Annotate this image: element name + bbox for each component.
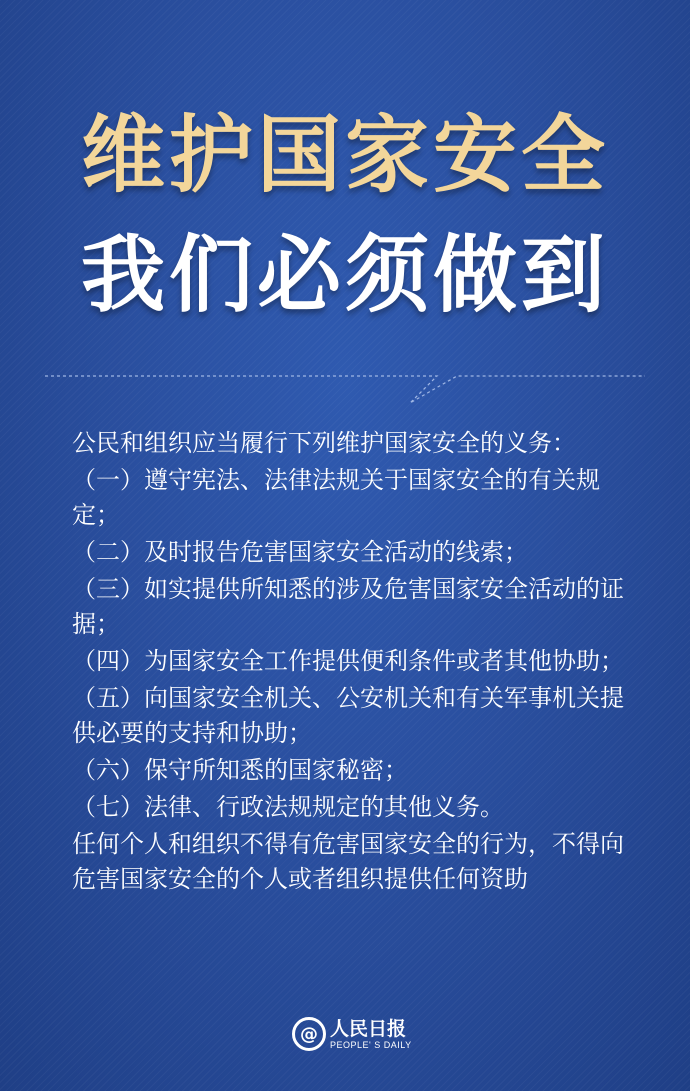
closing-text: 任何个人和组织不得有危害国家安全的行为，不得向危害国家安全的个人或者组织提供任何资助 [72, 830, 624, 893]
list-item: （六）保守所知悉的国家秘密； [72, 756, 408, 784]
list-item: （五）向国家安全机关、公安机关和有关军事机关提供必要的支持和协助； [72, 684, 624, 747]
peoples-daily-logo [292, 1014, 412, 1054]
list-item: （四）为国家安全工作提供便利条件或者其他协助； [72, 647, 624, 675]
intro-text: 公民和组织应当履行下列维护国家安全的义务： [72, 429, 576, 457]
logo-wordmark [330, 1018, 412, 1051]
headline-line-2: 我们必须做到 [80, 226, 609, 324]
list-item: （一）遵守宪法、法律法规关于国家安全的有关规定； [72, 466, 600, 529]
speech-bubble-divider-icon [45, 368, 645, 408]
at-sign-logo-icon: @ [292, 1017, 326, 1051]
list-item: （三）如实提供所知悉的涉及危害国家安全活动的证据； [72, 575, 624, 638]
headline-line-1: 维护国家安全 [80, 106, 609, 204]
logo-chinese-name: 人民日报 [330, 1017, 407, 1040]
obligations-list [72, 463, 632, 825]
list-item: （七）法律、行政法规规定的其他义务。 [72, 793, 504, 821]
logo-english-name: PEOPLE' S DAILY [330, 1039, 412, 1050]
obligations-text [72, 426, 632, 899]
list-item: （二）及时报告危害国家安全活动的线索； [72, 538, 528, 566]
